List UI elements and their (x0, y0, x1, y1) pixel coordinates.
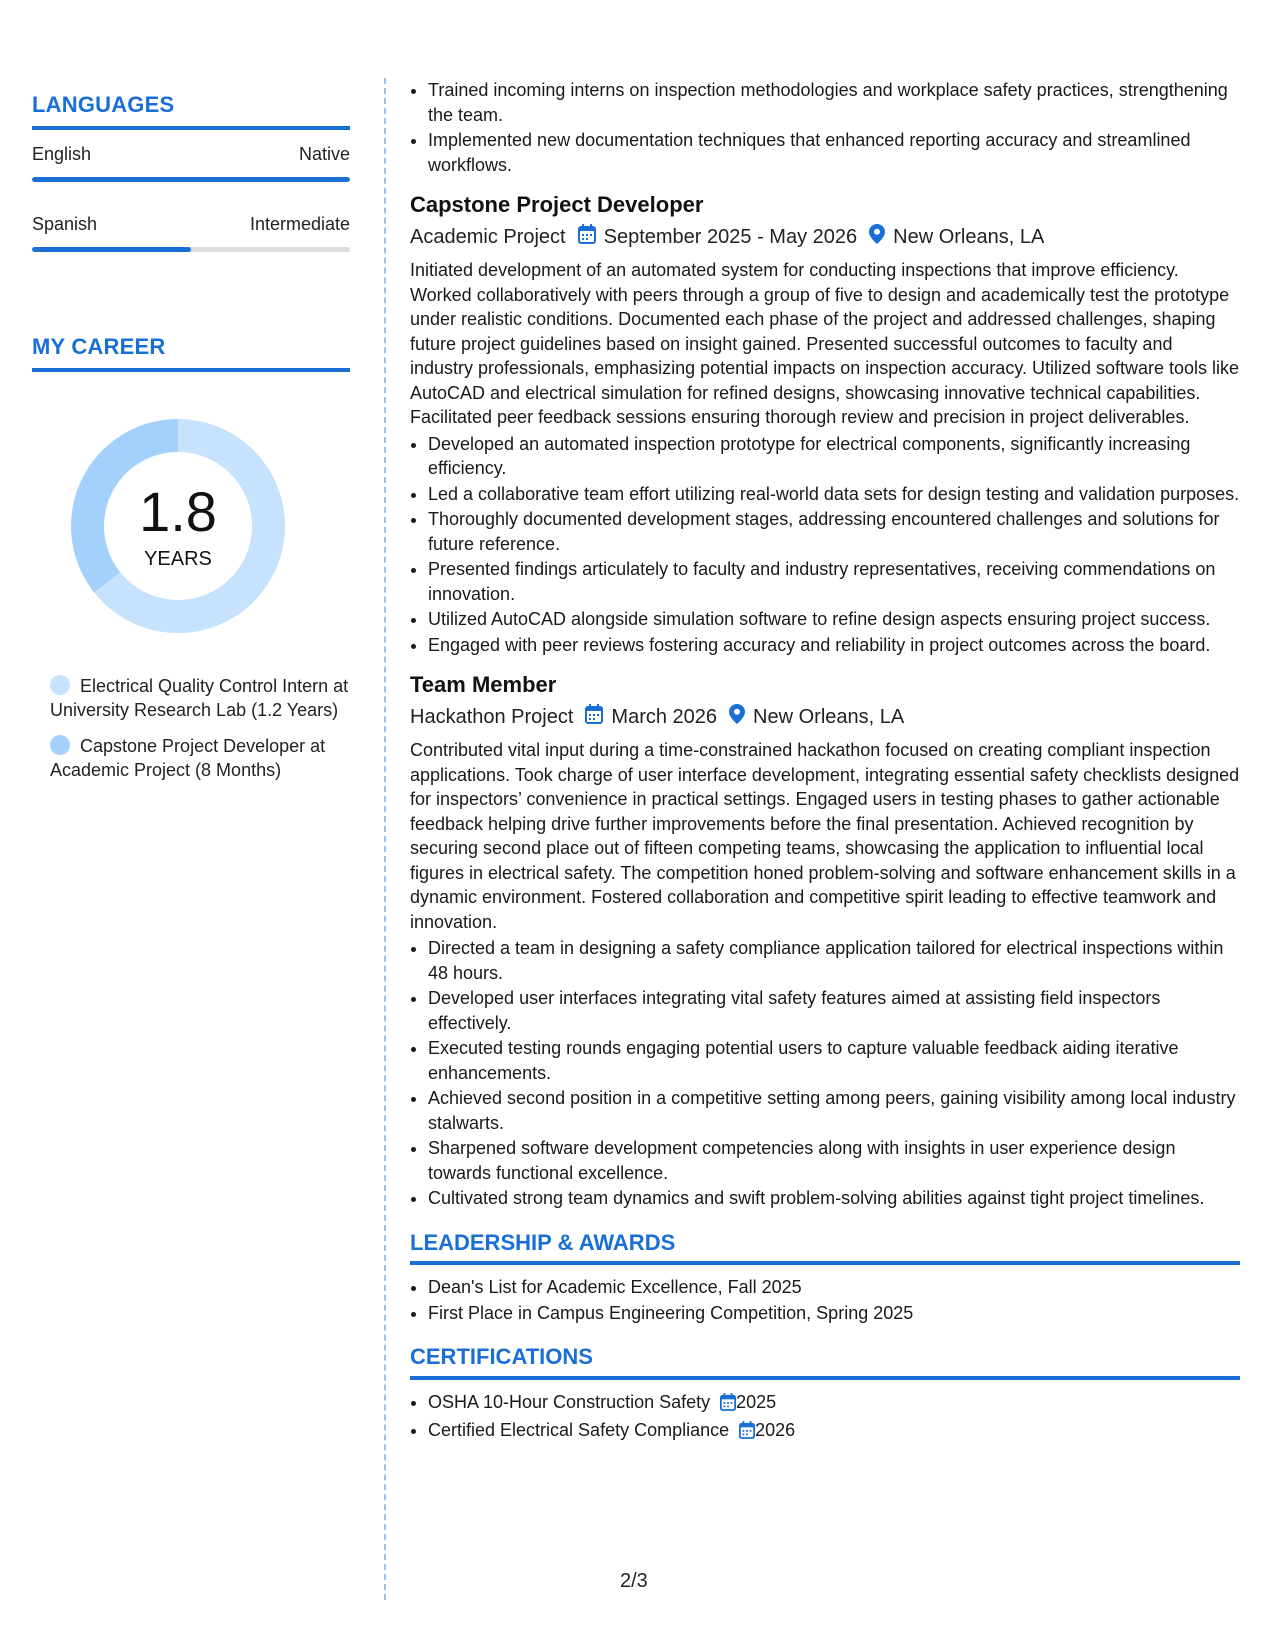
language-level: Intermediate (249, 214, 350, 234)
career-legend-label: Capstone Project Developer at Academic Project (8 Months) (50, 736, 326, 780)
certifications-title: CERTIFICATIONS (410, 1345, 1240, 1380)
role-location: New Orleans, LA (893, 225, 1045, 248)
language-item (32, 144, 350, 214)
list-item: • First Place in Campus Engineering Competition, Spring 2025 (428, 1301, 1240, 1326)
career-legend (50, 674, 350, 794)
role-bullets (410, 432, 1240, 658)
career-title: MY CAREER (32, 334, 350, 372)
experience-entry (410, 193, 1240, 657)
list-item: • Directed a team in designing a safety compliance application tailored for electrical inspections within 48 hours. (428, 936, 1240, 985)
language-name: Spanish (32, 214, 98, 234)
list-item: • Executed testing rounds engaging potential users to capture valuable feedback aiding iterative enhancements. (428, 1036, 1240, 1085)
role-title: Capstone Project Developer (410, 192, 704, 217)
sidebar (32, 92, 350, 780)
role-description: Contributed vital input during a time-constrained hackathon focused on creating compliant inspection applications. Took charge of user interface development, integrating essential safety checklists designed for inspectors’ convenience in practical settings. Engaged users in testing phases to gather actionable feedback helping drive further improvements before the final presentation. Achieved recognition by securing second place out of fifteen competing teams, showcasing the application to influential local figures in electrical safety. The competition honed problem-solving and software enhancement skills in a dynamic environment. Fostered collaboration and competitive spirit leading to effective teamwork and innovation. (410, 740, 1240, 932)
career-legend-item (50, 674, 350, 722)
role-org: Academic Project (410, 225, 566, 248)
career-legend-item (50, 734, 350, 782)
role-meta (410, 224, 1240, 251)
list-item: • Sharpened software development competencies along with insights in user experience design towards functional excellence. (428, 1136, 1240, 1185)
awards-title: LEADERSHIP & AWARDS (410, 1231, 1240, 1266)
legend-dot-icon (50, 675, 70, 695)
role-bullets (410, 936, 1240, 1211)
role-title: Team Member (410, 672, 557, 697)
column-divider (384, 78, 386, 1600)
career-section (32, 334, 350, 372)
role-meta (410, 704, 1240, 731)
legend-dot-icon (50, 735, 70, 755)
cert-year: 2026 (755, 1420, 796, 1440)
list-item: • Developed an automated inspection prototype for electrical components, significantly increasing efficiency. (428, 432, 1240, 481)
role-dates: September 2025 - May 2026 (603, 225, 858, 248)
intro-bullets (410, 78, 1240, 177)
location-pin-icon (869, 224, 885, 251)
list-item: • Thoroughly documented development stages, addressing encountered challenges and solutions for future reference. (428, 507, 1240, 556)
role-org: Hackathon Project (410, 705, 574, 728)
languages-list (32, 144, 350, 284)
language-proficiency-bar (32, 177, 350, 182)
career-years-value: 1.8 (139, 480, 217, 543)
certifications-list (410, 1390, 1240, 1446)
calendar-icon (720, 1393, 736, 1418)
list-item: • Cultivated strong team dynamics and swift problem-solving abilities against tight project timelines. (428, 1186, 1240, 1211)
language-level: Native (298, 144, 350, 164)
page-number: 2/3 (620, 1570, 648, 1592)
list-item: • Engaged with peer reviews fostering accuracy and reliability in project outcomes across the board. (428, 633, 1240, 658)
career-legend-label: Electrical Quality Control Intern at University Research Lab (1.2 Years) (50, 676, 349, 720)
list-item: • Dean's List for Academic Excellence, Fall 2025 (428, 1275, 1240, 1300)
language-proficiency-fill (32, 177, 350, 182)
language-proficiency-bar (32, 247, 350, 252)
list-item: • Trained incoming interns on inspection methodologies and workplace safety practices, strengthening the team. (428, 78, 1240, 127)
list-item (428, 1418, 1240, 1446)
cert-year: 2025 (736, 1391, 777, 1412)
language-name: English (32, 144, 92, 164)
awards-list (410, 1275, 1240, 1325)
calendar-icon (739, 1421, 755, 1446)
cert-name: Certified Electrical Safety Compliance (428, 1420, 730, 1440)
list-item: • Implemented new documentation techniques that enhanced reporting accuracy and streamlined workflows. (428, 128, 1240, 177)
list-item: • Presented findings articulately to faculty and industry representatives, receiving commendations on innovation. (428, 557, 1240, 606)
list-item: • Developed user interfaces integrating vital safety features aimed at assisting field inspectors effectively. (428, 986, 1240, 1035)
role-description: Initiated development of an automated system for conducting inspections that improve efficiency. Worked collaboratively with peers through a group of five to design and academically test the prototype under realistic conditions. Documented each phase of the project and addressed challenges, shaping future project guidelines based on insight gained. Presented successful outcomes to faculty and industry professionals, emphasizing potential impacts on inspection accuracy. Utilized software tools like AutoCAD and electrical simulation for refined designs, showcasing innovative technical capabilities. Facilitated peer feedback sessions ensuring thorough review and precision in project deliverables. (410, 260, 1240, 427)
role-location: New Orleans, LA (753, 705, 905, 728)
location-pin-icon (729, 704, 745, 731)
language-proficiency-fill (32, 247, 191, 252)
list-item: • Led a collaborative team effort utilizing real-world data sets for design testing and validation purposes. (428, 482, 1240, 507)
main-column (410, 78, 1240, 1447)
career-donut-chart (66, 414, 290, 638)
list-item (428, 1390, 1240, 1418)
cert-name: OSHA 10-Hour Construction Safety (428, 1391, 711, 1412)
calendar-icon (585, 704, 603, 731)
career-years-unit: YEARS (144, 548, 212, 570)
experience-entry (410, 673, 1240, 1211)
list-item: • Utilized AutoCAD alongside simulation software to refine design aspects ensuring project success. (428, 607, 1240, 632)
calendar-icon (578, 224, 596, 251)
list-item: • Achieved second position in a competitive setting among peers, gaining visibility among local industry stalwarts. (428, 1086, 1240, 1135)
role-dates: March 2026 (611, 705, 718, 728)
language-item (32, 214, 350, 284)
languages-title: LANGUAGES (32, 92, 350, 130)
